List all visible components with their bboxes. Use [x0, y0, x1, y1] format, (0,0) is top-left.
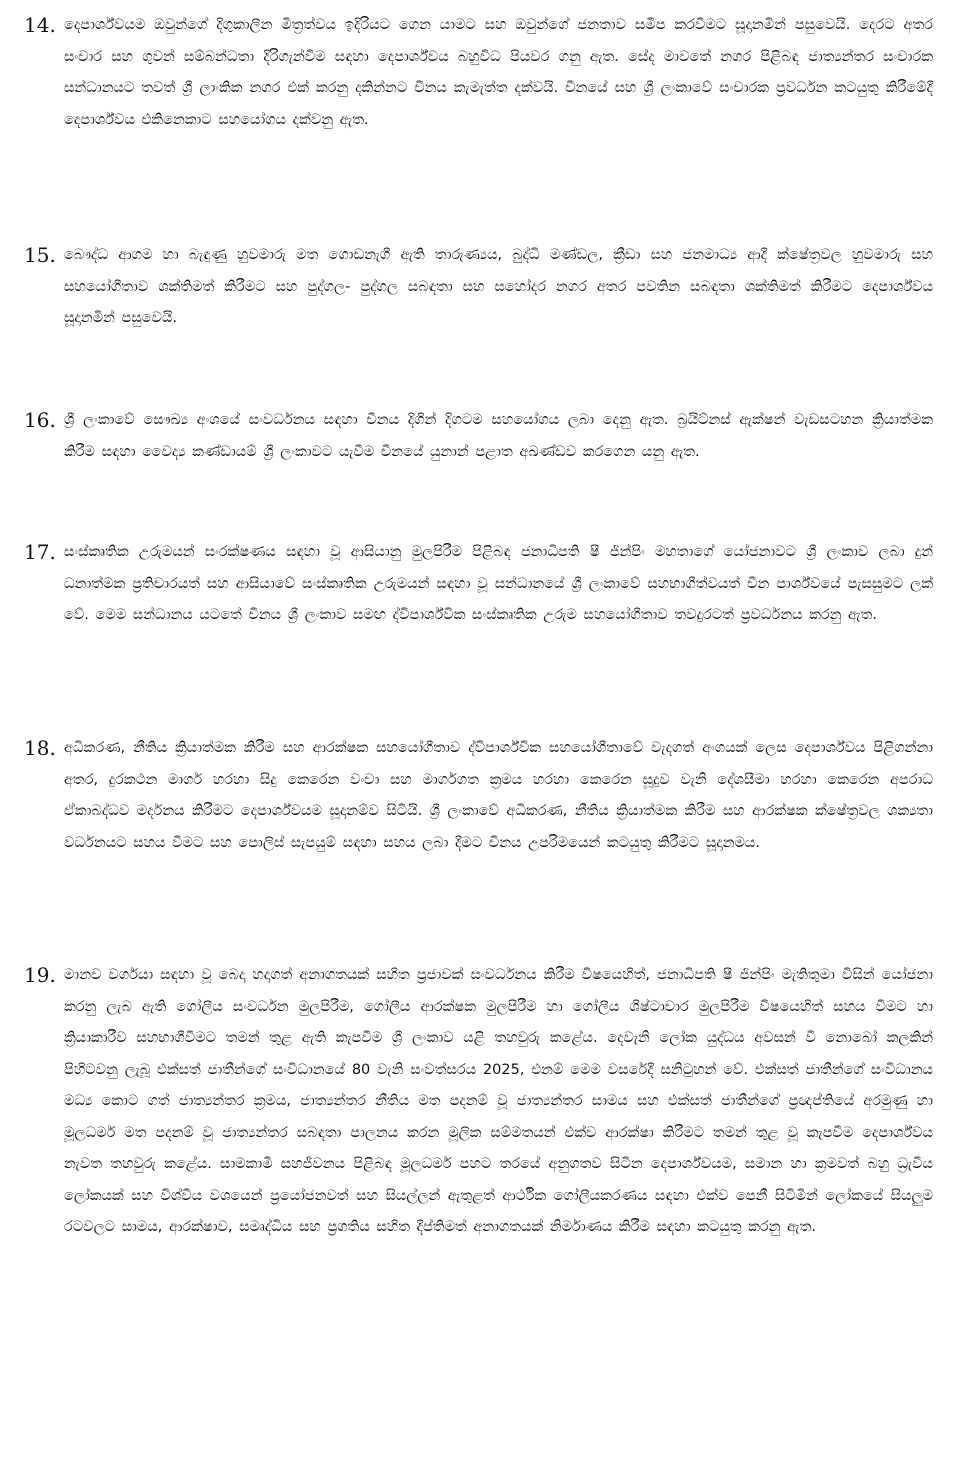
paragraph-text: බෞද්ධ ආගම හා බැඳුණු හුවමාරු මත ගොඩනැගී ඇති තාරුණ්‍යය, බුද්ධි මණ්ඩල, ක්‍රීඩා සහ ජනමාධ්‍ය ආදී ක්ෂේත්‍රවල හුවමාරු සහ සහයෝගීතාව ශක්තිමත් කිරීමට සහ පුද්ගල- පුද්ගල සබඳතා සහ සහෝදර නගර අතර පවතින සබඳතා ශක්තිමත් කිරීමට දෙපාර්ශ්වය සූදානමින් පසුවෙයි.: [64, 247, 933, 326]
paragraph-number: 15.: [24, 243, 56, 267]
paragraph-number: 16.: [24, 408, 56, 432]
paragraph-16: [24, 405, 933, 468]
paragraph-15: [24, 240, 933, 335]
paragraph-text: සංස්කෘතික උරුමයන් සංරක්ෂණය සඳහා වූ ආසියානු මුලපිරීම පිළිබඳ ජනාධිපති ෂී ජින්පිං මහතාගේ යෝජනාවට ශ්‍රී ලංකාව ලබා දුන් ධනාත්මක ප්‍රතිචාරයත් සහ ආසියාවේ සංස්කෘතික උරුමයන් සඳහා වූ සන්ධානයේ ශ්‍රී ලංකාවේ සහභාගීත්වයත් චීන පාර්ශ්වයේ පැසසුමට ලක් වේ. මෙම සන්ධානය යටතේ චීනය ශ්‍රී ලංකාව සමඟ ද්විපාර්ශ්වික සංස්කෘතික උරුම සහයෝගීතාව තවදුරටත් ප්‍රවර්ධනය කරනු ඇත.: [64, 544, 933, 623]
paragraph-text: මානව වර්ගයා සඳහා වූ බෙදා හදාගත් අනාගතයක් සහිත ප්‍රජාවක් සංවර්ධනය කිරීම විෂයෙහිත්, ජනාධිපති ෂී ජින්පිං මැතිතුමා විසින් යෝජනා කරනු ලැබ ඇති ගෝලීය සංවර්ධන මුලපිරීම, ගෝලීය ආරක්ෂක මුලපිරීම හා ගෝලීය ශිෂ්ටාචාර මුලපිරීම විෂයෙහිත් සහය වීමට හා ක්‍රියාකාරීව සහභාගීවීමට තමන් තුළ ඇති කැපවීම ශ්‍රී ලංකාව යළි තහවුරු කළේය. දෙවැනි ලෝක යුද්ධය අවසන් වී නොබෝ කලකින් පිහිටවනු ලැබූ එක්සත් ජාතීන්ගේ සංවිධානයේ 80 වැනි සංවත්සරය 2025, එනම් මෙම වසරේදී සනිටුහන් වේ. එක්සත් ජාතීන්ගේ සංවිධානය මධ්‍ය කොට ගත් ජාත්‍යන්තර ක්‍රමය, ජාත්‍යන්තර නීතිය මත පදනම් වූ ජාත්‍යන්තර සාමය සහ එක්සත් ජාතීන්ගේ ප්‍රඥප්තියේ අරමුණු හා මූලධර්ම මත පදනම් වූ ජාත්‍යන්තර සබඳතා පාලනය කරන මූලික සම්මතයන් එක්ව ආරක්ෂා කිරීමට තමන් තුළ වූ කැපවීම දෙපාර්ශ්වය නැවත තහවුරු කළේය. සාමකාමී සහජීවනය පිළිබඳ මූලධර්ම පහට තරයේ අනුගතව සිටින දෙපාර්ශ්වයම, සමාන හා ක්‍රමවත් බහු ධ්‍රැවීය ලෝකයක් සහ විශ්වීය වශයෙන් ප්‍රයෝජනවත් සහ සියල්ලන් ඇතුළත් ආර්ථික ගෝලීයකරණය සඳහා එක්ව පෙනී සිටිමින් ලෝකයේ සියලුම රටවලට සාමය, ආරක්ෂාව, සමෘද්ධිය සහ ප්‍රගතිය සහිත දීප්තිමත් අනාගතයක් නිර්මාණය කිරීම සඳහා කටයුතු කරනු ඇත.: [64, 967, 933, 1235]
paragraph-text: දෙපාර්ශ්වයම ඔවුන්ගේ දිගුකාලීන මිත්‍රත්වය ඉදිරියට ගෙන යාමට සහ ඔවුන්ගේ ජනතාව සමීප කරවීමට සූදානමින් පසුවෙයි. දෙරට අතර සංචාර සහ ගුවන් සම්බන්ධතා දිරිගැන්වීම සඳහා දෙපාර්ශ්වය බහුවිධ පියවර ගනු ඇත. සේද මාවතේ නගර පිළිබඳ ජාත්‍යන්තර සංචාරක සන්ධානයට තවත් ශ්‍රී ලාංකික නගර එක් කරනු දකින්නට චීනය කැමැත්ත දක්වයි. චීනයේ සහ ශ්‍රී ලංකාවේ සංචාරක ප්‍රවර්ධන කටයුතු කිරීමේදී දෙපාර්ශ්වය එකිනෙකාට සහයෝගය දක්වනු ඇත.: [64, 17, 933, 128]
paragraph-text: අධිකරණ, නීතිය ක්‍රියාත්මක කිරීම සහ ආරක්ෂක සහයෝගීතාව ද්විපාර්ශ්වික සහයෝගීතාවේ වැදගත් අංගයක් ලෙස දෙපාර්ශ්වය පිළිගන්නා අතර, දුරකථන මාර්ග හරහා සිදු කෙරෙන වංචා සහ මාර්ගගත ක්‍රමය හරහා කෙරෙන සූදුව වැනි දේශසීමා හරහා කෙරෙන අපරාධ ඒකාබද්ධව මර්දනය කිරීමට දෙපාර්ශ්වයම සූදානම්ව සිටියි. ශ්‍රී ලංකාවේ අධිකරණ, නීතිය ක්‍රියාත්මක කිරීම සහ ආරක්ෂක ක්ෂේත්‍රවල ශක්‍යතා වර්ධනයට සහය වීමට සහ පොලිස් සැපයුම් සඳහා සහය ලබා දීමට චීනය උපරිමයෙන් කටයුතු කිරීමට සූදානමය.: [64, 740, 933, 851]
paragraph-number: 18.: [24, 736, 56, 760]
paragraph-number: 14.: [24, 13, 56, 37]
paragraph-number: 19.: [24, 963, 56, 987]
paragraph-number: 17.: [24, 540, 56, 564]
paragraph-text: ශ්‍රී ලංකාවේ සෞඛ්‍ය අංශයේ සංවර්ධනය සඳහා චීනය දිගින් දිගටම සහයෝගය ලබා දෙනු ඇත. බ්‍රයිට්නස් ඇක්ෂන් වැඩසටහන ක්‍රියාත්මක කිරීම සඳහා වෛද්‍ය කණ්ඩායම් ශ්‍රී ලංකාවට යැවීම චීනයේ යුනාන් පළාත අඛණ්ඩව කරගෙන යනු ඇත.: [64, 412, 933, 460]
paragraph-18: [24, 733, 933, 859]
paragraph-17: [24, 537, 933, 632]
paragraph-19: [24, 960, 933, 1244]
paragraph-14: [24, 10, 933, 136]
